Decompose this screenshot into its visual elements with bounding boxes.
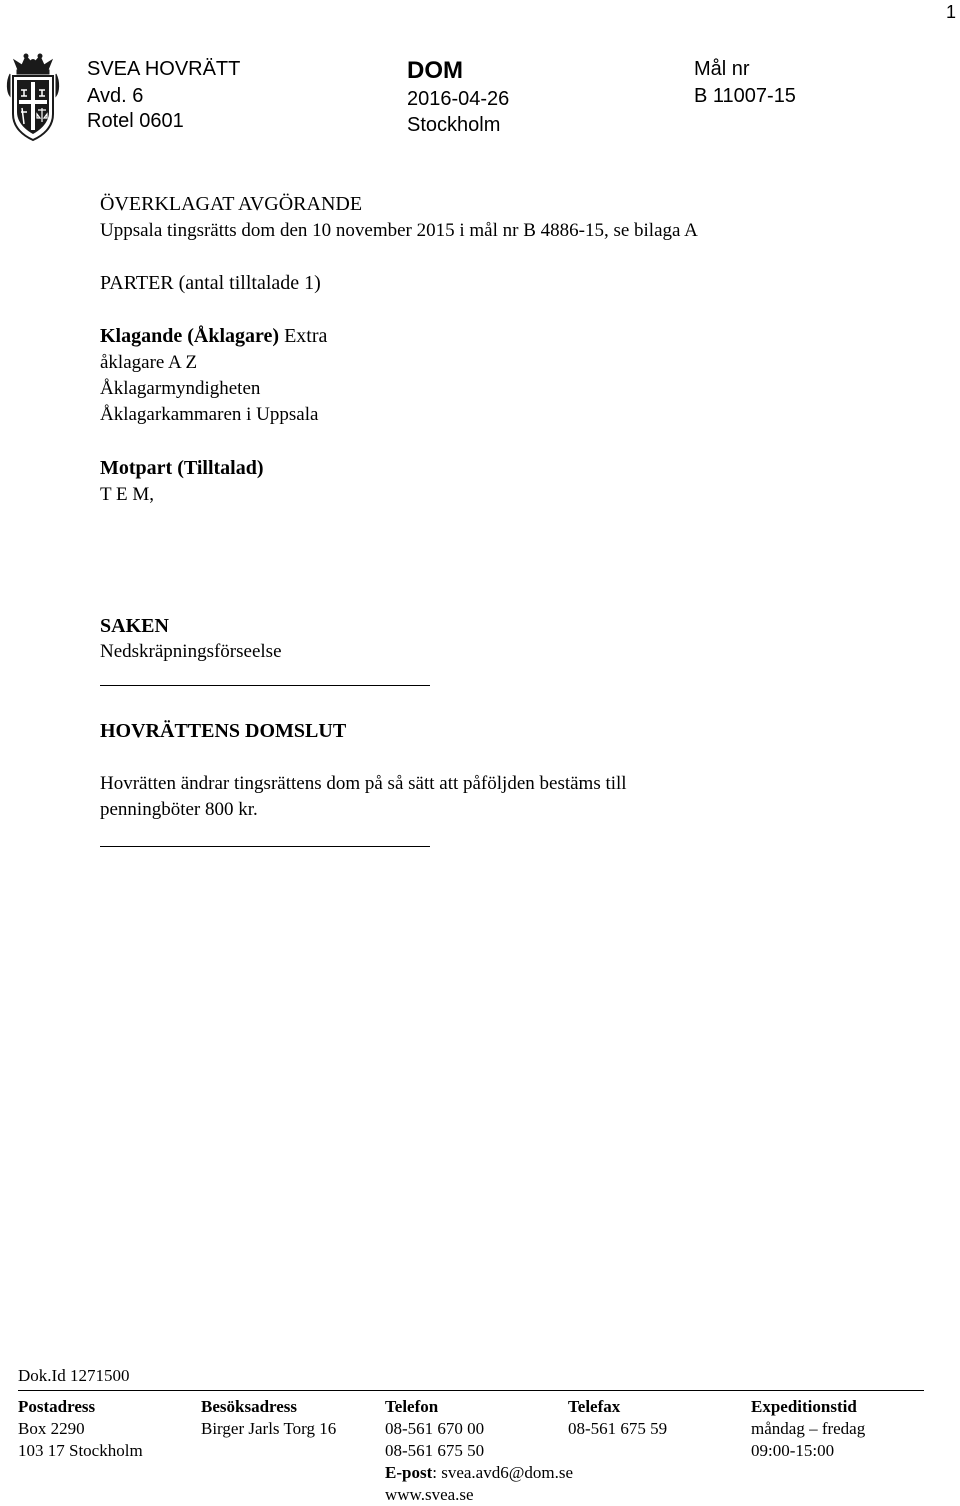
fax-number: 08-561 675 59 <box>568 1419 668 1438</box>
appellant-label: Klagande (Åklagare) <box>100 325 280 347</box>
email-label: E-post <box>385 1463 433 1482</box>
appellant-agency: Åklagarmyndigheten <box>100 378 261 399</box>
court-name: SVEA HOVRÄTT <box>87 58 241 80</box>
page-number: 1 <box>945 2 956 22</box>
document-id: Dok.Id 1271500 <box>18 1366 130 1385</box>
document-date: 2016-04-26 <box>407 88 510 110</box>
website-link[interactable]: www.svea.se <box>385 1485 474 1504</box>
division: Avd. 6 <box>87 85 144 107</box>
footer-divider <box>18 1390 924 1391</box>
appellant-name: åklagare A Z <box>100 352 198 373</box>
postal-box: Box 2290 <box>18 1419 85 1438</box>
footer-visit-address <box>201 1396 336 1440</box>
counterparty-label <box>100 455 264 481</box>
document-type: DOM <box>407 57 463 84</box>
appealed-heading: ÖVERKLAGAT AVGÖRANDE <box>100 193 363 215</box>
visit-address-label: Besöksadress <box>201 1397 298 1416</box>
office-time: 09:00-15:00 <box>751 1441 835 1460</box>
visit-address: Birger Jarls Torg 16 <box>201 1419 337 1438</box>
phone-number-2: 08-561 675 50 <box>385 1441 485 1460</box>
appellant-office: Åklagarkammaren i Uppsala <box>100 404 319 425</box>
postal-city: 103 17 Stockholm <box>18 1441 143 1460</box>
fax-label: Telefax <box>568 1397 621 1416</box>
counterparty-label-text: Motpart (Tilltalad) <box>100 457 264 479</box>
document-city: Stockholm <box>407 114 501 136</box>
appellant-role: Extra <box>284 325 328 347</box>
ruling-line-1: Hovrätten ändrar tingsrättens dom på så sätt att påföljden bestäms till <box>100 773 627 794</box>
office-hours-label: Expeditionstid <box>751 1397 857 1416</box>
footer-fax <box>568 1396 667 1440</box>
phone-label: Telefon <box>385 1397 439 1416</box>
phone-number-1: 08-561 670 00 <box>385 1419 485 1438</box>
email-link[interactable]: : svea.avd6@dom.se <box>432 1463 573 1482</box>
parties-heading: PARTER (antal tilltalade 1) <box>100 272 321 294</box>
appellant-line <box>100 323 327 349</box>
footer-phone <box>385 1396 573 1506</box>
office-days: måndag – fredag <box>751 1419 866 1438</box>
matter-text: Nedskräpningsförseelse <box>100 641 282 662</box>
divider <box>100 846 430 847</box>
divider <box>100 685 430 686</box>
rotel: Rotel 0601 <box>87 110 184 132</box>
ruling-line-2: penningböter 800 kr. <box>100 799 258 820</box>
court-emblem-logo <box>4 52 62 144</box>
postal-address-label: Postadress <box>18 1397 96 1416</box>
counterparty-name: T E M, <box>100 484 155 505</box>
case-number-label: Mål nr <box>694 58 750 80</box>
email-line <box>385 1462 573 1484</box>
appealed-text: Uppsala tingsrätts dom den 10 november 2015 i mål nr B 4886-15, se bilaga A <box>100 220 698 241</box>
matter-heading: SAKEN <box>100 615 169 637</box>
footer-office-hours <box>751 1396 865 1462</box>
case-number: B 11007-15 <box>694 85 796 107</box>
ruling-heading: HOVRÄTTENS DOMSLUT <box>100 720 347 742</box>
footer-postal-address <box>18 1396 143 1462</box>
